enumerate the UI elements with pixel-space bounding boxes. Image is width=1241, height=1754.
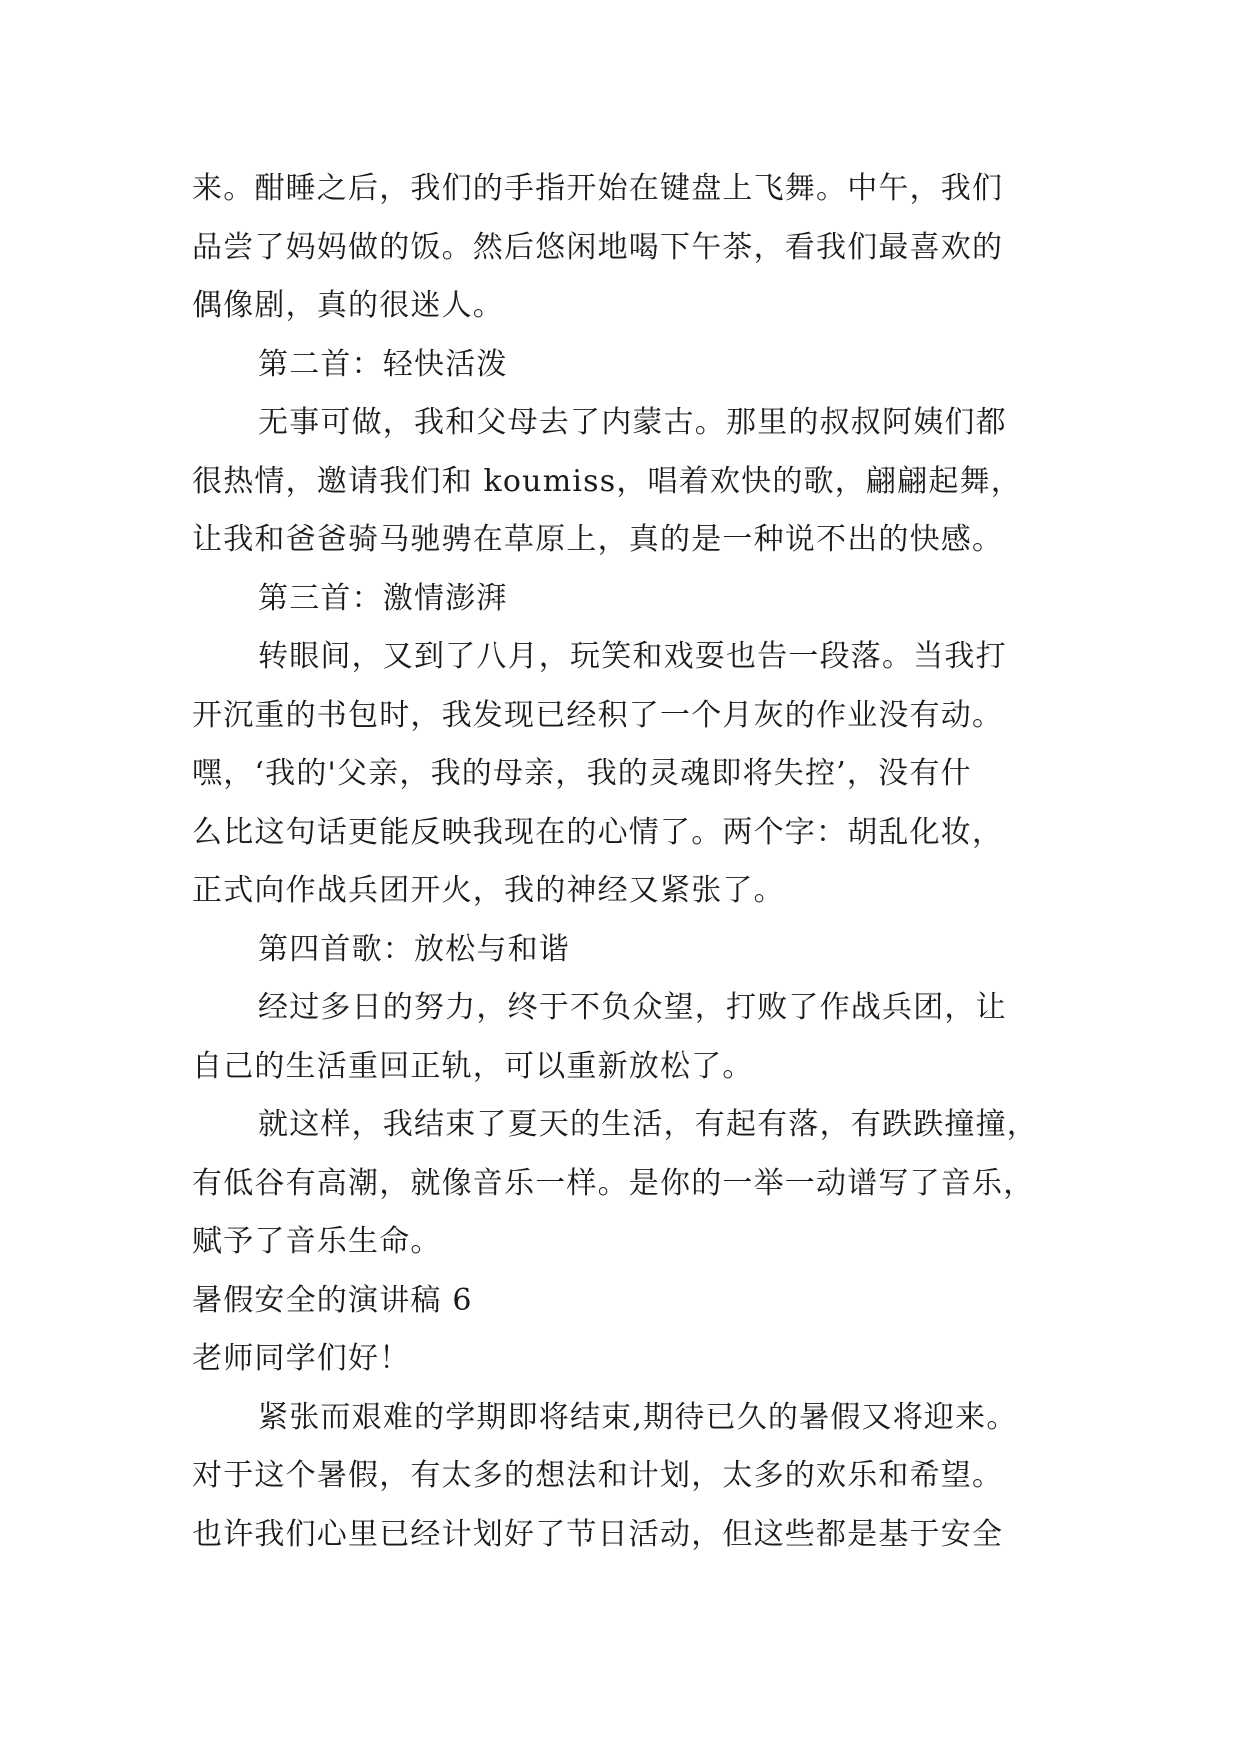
text-line: 让我和爸爸骑马驰骋在草原上，真的是一种说不出的快感。 [192, 522, 1004, 557]
text-line: 无事可做，我和父母去了内蒙古。那里的叔叔阿姨们都 [258, 405, 1007, 440]
text-line: 老师同学们好！ [192, 1341, 411, 1376]
text-line: 么比这句话更能反映我现在的心情了。两个字：胡乱化妆， [192, 814, 1004, 850]
text-line: 紧张而艰难的学期即将结束,期待已久的暑假又将迎来。 [258, 1399, 1018, 1435]
text-line: 转眼间，又到了八月，玩笑和戏耍也告一段落。当我打 [258, 639, 1007, 674]
text-line: 也许我们心里已经计划好了节日活动，但这些都是基于安全 [192, 1516, 1004, 1552]
text-line: 很热情，邀请我们和 koumiss，唱着欢快的歌，翩翩起舞， [192, 463, 1022, 499]
text-line: 正式向作战兵团开火，我的神经又紧张了。 [192, 873, 785, 908]
text-line: 有低谷有高潮，就像音乐一样。是你的一举一动谱写了音乐， [192, 1165, 1035, 1201]
text-line: 第二首：轻快活泼 [258, 346, 508, 382]
text-line: 经过多日的努力，终于不负众望，打败了作战兵团，让 [258, 990, 1007, 1025]
text-line: 嘿，‘我的'父亲，我的母亲，我的灵魂即将失控’，没有什 [192, 756, 972, 791]
text-line: 自己的生活重回正轨，可以重新放松了。 [192, 1048, 754, 1084]
text-line: 就这样，我结束了夏天的生活，有起有落，有跌跌撞撞， [258, 1107, 1038, 1142]
text-line: 品尝了妈妈做的饭。然后悠闲地喝下午茶，看我们最喜欢的 [192, 229, 1004, 265]
text-line: 对于这个暑假，有太多的想法和计划，太多的欢乐和希望。 [192, 1458, 1004, 1493]
document-body [192, 160, 1072, 1564]
text-line: 来。酣睡之后，我们的手指开始在键盘上飞舞。中午，我们 [192, 171, 1004, 206]
text-line: 偶像剧，真的很迷人。 [192, 288, 504, 323]
text-line: 暑假安全的演讲稿 6 [192, 1282, 473, 1318]
text-line: 第四首歌：放松与和谐 [258, 931, 570, 967]
text-line: 赋予了音乐生命。 [192, 1224, 442, 1259]
text-line: 第三首：激情澎湃 [258, 580, 508, 616]
text-line: 开沉重的书包时，我发现已经积了一个月灰的作业没有动。 [192, 697, 1004, 733]
